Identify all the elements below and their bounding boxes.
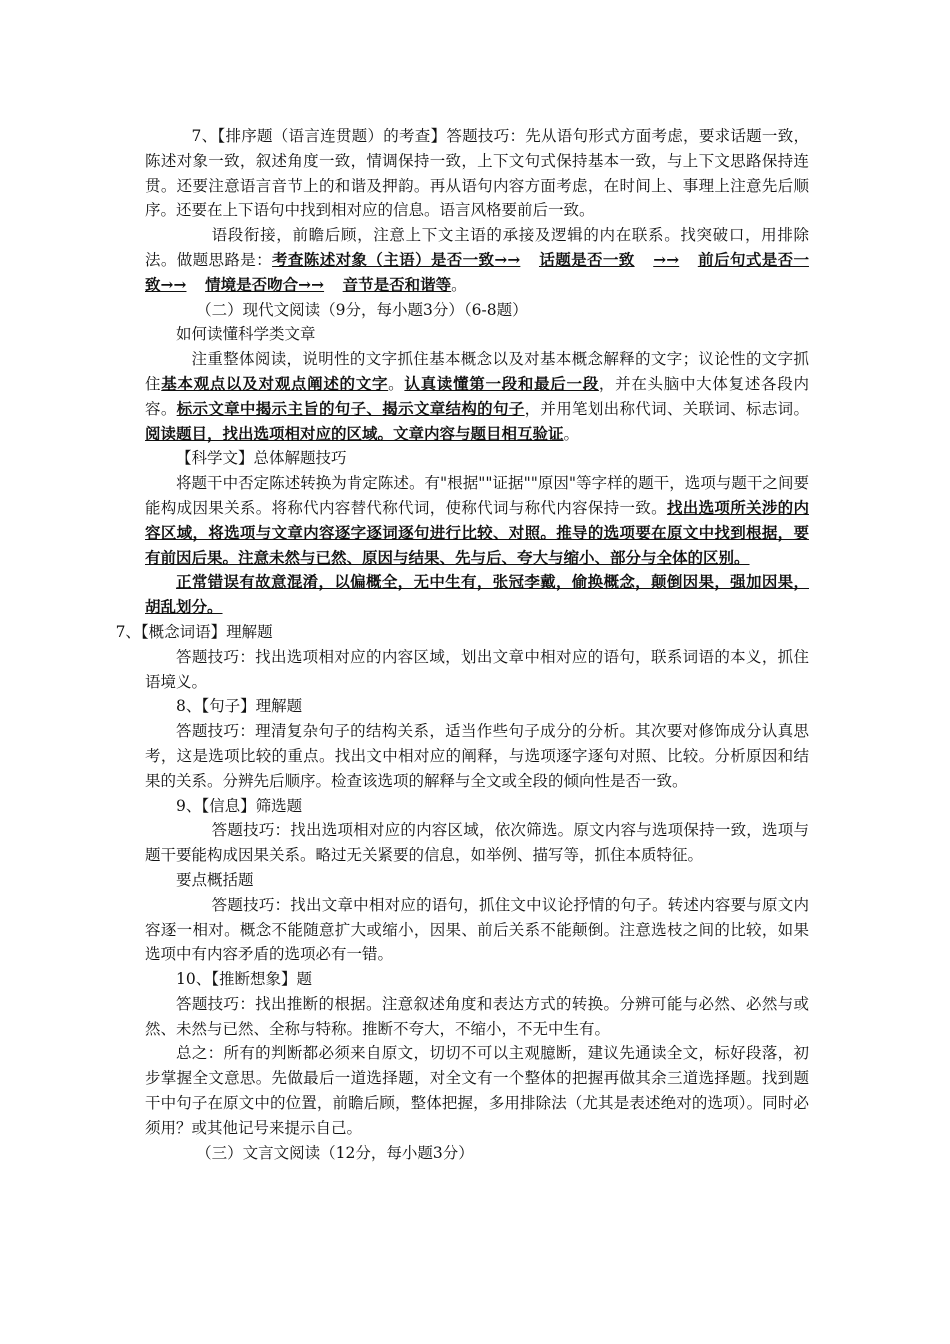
subheading-how-to-read: 如何读懂科学类文章	[176, 325, 316, 344]
subheading-science: 【科学文】总体解题技巧	[176, 449, 347, 468]
paragraph-q10: 答题技巧：找出推断的根据。注意叙述角度和表达方式的转换。分辨可能与必然、必然与或然、未然与已然、全称与特称。推断不夸大，不缩小，不无中生有。	[145, 994, 809, 1038]
paragraph-science-tips: 将题干中否定陈述转换为肯定陈述。有"根据""证据""原因"等字样的题干，选项与题干之间要能构成因果关系。将称代内容替代称代词，使称代词与称代内容保持一致。找出选项所关涉的内容区域，将选项与文章内容逐字逐词逐句进行比较、对照。推导的选项要在原文中找到根据，要有前因后果。注意未然与已然、原因与结果、先与后、夸大与缩小、部分与全体的区别。	[145, 474, 809, 567]
heading-q9: 9、【信息】筛选题	[176, 796, 303, 815]
heading-q8: 8、【句子】理解题	[176, 697, 303, 716]
paragraph-summary: 答题技巧：找出文章中相对应的语句，抓住文中议论抒情的句子。转述内容要与原文内容逐一相对。概念不能随意扩大或缩小，因果、前后关系不能颠倒。注意选枝之间的比较，如果选项中有内容矛盾的选项必有一错。	[145, 895, 809, 964]
paragraph-holistic-reading: 注重整体阅读，说明性的文字抓住基本概念以及对基本概念解释的文字；议论性的文字抓住基本观点以及对观点阐述的文字。认真读懂第一段和最后一段，并在头脑中大体复述各段内容。标示文章中揭示主旨的句子、揭示文章结构的句子，并用笔划出称代词、关联词、标志词。阅读题目，找出选项相对应的区域。文章内容与题目相互验证。	[145, 350, 809, 443]
paragraph-q7: 答题技巧：找出选项相对应的内容区域，划出文章中相对应的语句，联系词语的本义，抓住语境义。	[145, 647, 809, 691]
section-heading-classical: （三）文言文阅读（12分，每小题3分）	[196, 1143, 474, 1162]
paragraph-conclusion: 总之：所有的判断都必须来自原文，切切不可以主观臆断，建议先通读全文，标好段落，初步掌握全文意思。先做最后一道选择题，对全文有一个整体的把握再做其余三道选择题。找到题干中句子在原文中的位置，前瞻后顾，整体把握，多用排除法（尤其是表述绝对的选项）。同时必须用？或其他记号来提示自己。	[145, 1044, 809, 1137]
paragraph-q9: 答题技巧：找出选项相对应的内容区域，依次筛选。原文内容与选项保持一致，选项与题干要能构成因果关系。略过无关紧要的信息，如举例、描写等，抓住本质特征。	[145, 821, 809, 865]
paragraph-common-errors: 正常错误有故意混淆，以偏概全，无中生有，张冠李戴，偷换概念，颠倒因果，强加因果，胡乱划分。	[145, 572, 809, 617]
paragraph-q8: 答题技巧：理清复杂句子的结构关系，适当作些句子成分的分析。其次要对修饰成分认真思考，这是选项比较的重点。找出文中相对应的阐释，与选项逐字逐句对照、比较。分析原因和结果的关系。分辨先后顺序。检查该选项的解释与全文或全段的倾向性是否一致。	[145, 722, 809, 790]
heading-q10: 10、【推断想象】题	[176, 970, 312, 989]
paragraph-cohesion: 语段衔接，前瞻后顾，注意上下文主语的承接及逻辑的内在联系。找突破口，用排除法。做题思路是：考查陈述对象（主语）是否一致→→ 话题是否一致 →→ 前后句式是否一致→→ 情境是否吻合→→ 音节是否和谐等。	[145, 226, 809, 294]
ordering-heading: 7、【排序题（语言连贯题）的考查】	[191, 127, 447, 145]
section-heading-modern: （二）现代文阅读（9分，每小题3分）（6-8题）	[196, 300, 528, 319]
heading-summary: 要点概括题	[176, 870, 254, 889]
paragraph-ordering: 7、【排序题（语言连贯题）的考查】答题技巧：先从语句形式方面考虑，要求话题一致，陈述对象一致，叙述角度一致，情调保持一致，上下文句式保持基本一致，与上下文思路保持连贯。还要注意语言音节上的和谐及押韵。再从语句内容方面考虑，在时间上、事理上注意先后顺序。还要在上下语句中找到相对应的信息。语言风格要前后一致。	[145, 127, 809, 220]
heading-q7: 7、【概念词语】理解题	[115, 622, 273, 641]
document-page	[115, 124, 809, 1165]
